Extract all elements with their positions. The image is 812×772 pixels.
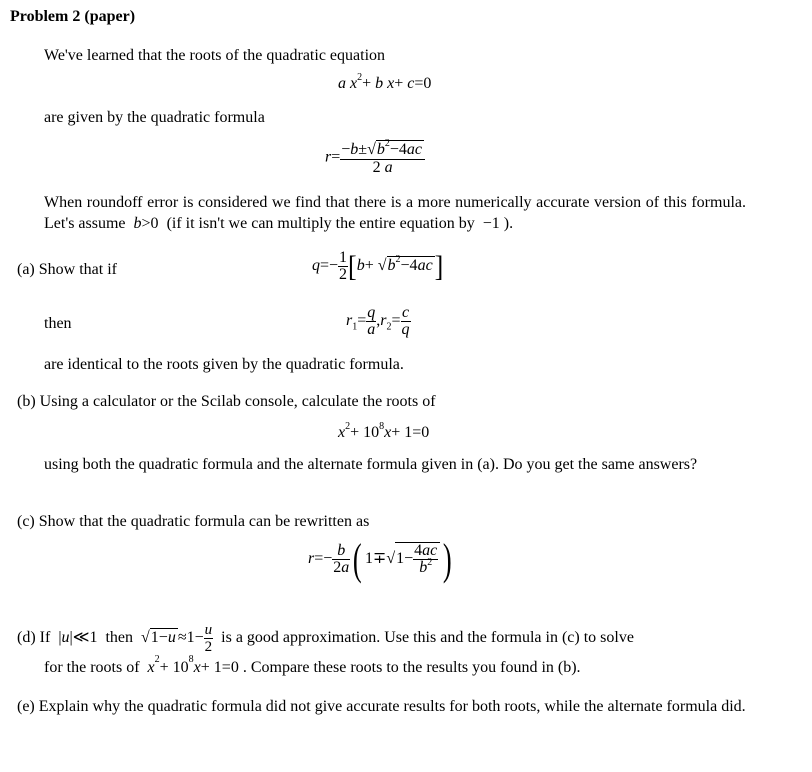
part-d-label: (d) If xyxy=(17,629,51,647)
q-formula: q=− $\frac{1}{2}$ $[b+ √b^2-4ac]$ xyxy=(312,249,444,283)
r-rewrite-formula: r=− $\frac{b}{2a}$ ( 1∓√1− $\frac{4ac}{b^2}$ ) xyxy=(308,534,452,584)
part-d-for-roots: for the roots of xyxy=(44,659,140,676)
r1-r2-formula: $r_1=$ $\frac{q}{a}$ $,r_2=$ $\frac{c}{q}$ xyxy=(346,304,410,338)
roundoff-cond-text: (if it isn't we can multiply the entire equation by xyxy=(166,215,475,232)
part-c-label: (c) Show that the quadratic formula can be rewritten as xyxy=(17,513,370,530)
part-a-label: (a) Show that if xyxy=(17,261,117,278)
part-d-line2: for the roots of $x^2+ 10^8x+ 1=0$ . Compare these roots to the results you found in (b). xyxy=(44,654,581,676)
part-d-good: is a good approximation. Use this and the formula in (c) to solve xyxy=(221,629,634,647)
intro-text: We've learned that the roots of the quadratic equation xyxy=(44,47,386,64)
part-b-label: (b) Using a calculator or the Scilab console, calculate the roots of xyxy=(17,393,436,410)
quadratic-equation: a $x^2+ b$ x+ c=0 xyxy=(338,72,432,92)
identical-text: are identical to the roots given by the quadratic formula. xyxy=(44,356,404,373)
roundoff-end-text: ). xyxy=(503,215,514,232)
roundoff-text: When roundoff error is considered we find that there is a more numerically accurate version of this formula. Let's assume xyxy=(44,194,746,232)
part-d-compare: . Compare these roots to the results you found in (b). xyxy=(242,659,581,676)
equation-b: $x^2+ 10^8x+ 1=0$ xyxy=(338,421,430,441)
roundoff-paragraph: When roundoff error is considered we find that there is a more numerically accurate version of this formula. Let's assume b>0 (if it isn't we can multiply the entire equation by −1 ). xyxy=(44,194,746,232)
part-e-label: (e) Explain why the quadratic formula did not give accurate results for both roots, while the alternate formula did. xyxy=(17,698,746,715)
problem-title: Problem 2 (paper) xyxy=(10,8,136,25)
part-d-then: then xyxy=(105,629,134,647)
then-text: then xyxy=(44,315,72,332)
part-d-line: (d) If |u|≪1 then √1−u ≈1− $\frac{u}{2}$ is a good approximation. Use this and the formula in (c) to solve xyxy=(17,622,634,655)
b-positive: b xyxy=(129,215,142,232)
quadratic-formula: r= $\frac{-b\pm√b^2-4ac}{2 a}$ xyxy=(325,140,425,176)
given-by-text: are given by the quadratic formula xyxy=(44,109,265,126)
using-text: using both the quadratic formula and the alternate formula given in (a). Do you get the same answers? xyxy=(44,456,698,473)
